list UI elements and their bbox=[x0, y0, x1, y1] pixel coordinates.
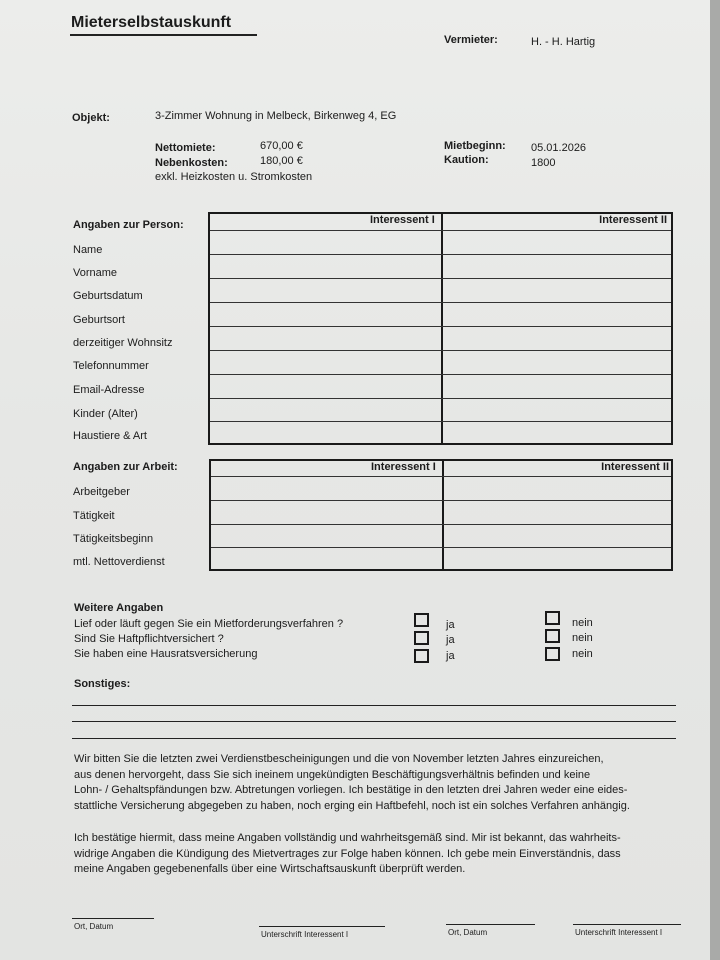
signature-line-1[interactable] bbox=[259, 926, 385, 927]
person-row-label: Kinder (Alter) bbox=[73, 408, 138, 420]
work-row-label: mtl. Nettoverdienst bbox=[73, 556, 165, 568]
no-label: nein bbox=[572, 648, 593, 660]
work-table-line bbox=[211, 476, 671, 477]
person-table-line bbox=[210, 421, 671, 422]
q2-yes-checkbox[interactable] bbox=[414, 631, 429, 645]
paragraph-line: widrige Angaben die Kündigung des Mietvertrages zur Folge haben können. Ich gebe mein Einverständnis, dass bbox=[74, 847, 621, 860]
paragraph-line: Lohn- / Gehaltspfändungen bzw. Abtretungen vorliegen. Ich bestätige in den letzten drei Jahren weder eine eides- bbox=[74, 784, 628, 796]
paragraph-line: aus denen hervorgeht, dass Sie sich ineinem ungekündigten Beschäftigungsverhältnis befinden und keine bbox=[74, 768, 591, 781]
lease-start-value: 05.01.2026 bbox=[531, 142, 587, 154]
person-row-label: Vorname bbox=[73, 267, 118, 279]
work-row-label: Tätigkeit bbox=[73, 510, 115, 522]
place-date-label-2: Ort, Datum bbox=[448, 928, 488, 937]
person-table-line bbox=[210, 278, 671, 279]
extra-costs-label: Nebenkosten: bbox=[155, 157, 228, 169]
person-column-divider bbox=[441, 214, 443, 443]
person-table-line bbox=[210, 350, 671, 351]
work-table bbox=[209, 459, 673, 571]
confirmation-paragraph bbox=[74, 831, 684, 878]
misc-writing-line[interactable] bbox=[72, 705, 676, 706]
person-col2-header: Interessent II bbox=[599, 214, 667, 226]
extra-costs-value: 180,00 € bbox=[260, 155, 303, 167]
no-label: nein bbox=[572, 617, 593, 629]
net-rent-value: 670,00 € bbox=[260, 140, 303, 152]
misc-writing-line[interactable] bbox=[72, 738, 676, 739]
person-row-label: Name bbox=[73, 244, 103, 256]
title-underline bbox=[70, 34, 257, 36]
person-col1-header: Interessent I bbox=[370, 214, 435, 226]
object-value: 3-Zimmer Wohnung in Melbeck, Birkenweg 4, EG bbox=[155, 110, 397, 122]
yes-label: ja bbox=[446, 650, 455, 662]
income-proof-paragraph bbox=[74, 752, 684, 814]
person-row-label: Telefonnummer bbox=[73, 360, 149, 372]
person-row-label: Haustiere & Art bbox=[73, 430, 147, 442]
net-rent-label: Nettomiete: bbox=[155, 142, 216, 154]
misc-label: Sonstiges: bbox=[74, 678, 131, 690]
landlord-name: H. - H. Hartig bbox=[531, 36, 596, 48]
deposit-label: Kaution: bbox=[444, 154, 489, 166]
person-row-label: derzeitiger Wohnsitz bbox=[73, 337, 173, 349]
work-col1-header: Interessent I bbox=[371, 461, 436, 473]
person-section-label: Angaben zur Person: bbox=[73, 219, 184, 231]
yes-label: ja bbox=[446, 634, 455, 646]
work-row-label: Tätigkeitsbeginn bbox=[73, 533, 154, 545]
person-table-line bbox=[210, 398, 671, 399]
person-table-line bbox=[210, 230, 671, 231]
signature-line-2[interactable] bbox=[573, 924, 681, 925]
yes-label: ja bbox=[446, 619, 455, 631]
question-text: Sind Sie Haftpflichtversichert ? bbox=[74, 633, 224, 645]
form-title: Mieterselbstauskunft bbox=[71, 14, 232, 31]
work-section-label: Angaben zur Arbeit: bbox=[73, 461, 178, 473]
paragraph-line: Wir bitten Sie die letzten zwei Verdienstbescheinigungen und die von November letzten Jahres einzureichen, bbox=[74, 753, 604, 765]
paragraph-line: Ich bestätige hiermit, dass meine Angaben vollständig und wahrheitsgemäß sind. Mir ist bekannt, das wahrheits- bbox=[74, 832, 621, 844]
further-section-label: Weitere Angaben bbox=[74, 602, 164, 614]
person-table bbox=[208, 212, 673, 445]
object-label: Objekt: bbox=[72, 112, 110, 124]
q3-yes-checkbox[interactable] bbox=[414, 649, 429, 663]
person-table-line bbox=[210, 326, 671, 327]
person-row-label: Email-Adresse bbox=[73, 384, 145, 396]
q1-yes-checkbox[interactable] bbox=[414, 613, 429, 627]
work-column-divider bbox=[442, 461, 444, 569]
question-text: Sie haben eine Hausratsversicherung bbox=[74, 648, 258, 660]
work-col2-header: Interessent II bbox=[601, 461, 669, 473]
person-row-label: Geburtsdatum bbox=[73, 290, 143, 302]
question-text: Lief oder läuft gegen Sie ein Mietforderungsverfahren ? bbox=[74, 618, 344, 630]
work-table-line bbox=[211, 547, 671, 548]
paragraph-line: meine Angaben gegebenenfalls über eine Wirtschaftsauskunft überprüft werden. bbox=[74, 863, 466, 875]
paragraph-line: stattliche Versicherung abgegeben zu haben, noch erging ein Haftbefehl, noch ist ein solches Verfahren anhängig. bbox=[74, 799, 630, 812]
costs-note: exkl. Heizkosten u. Stromkosten bbox=[155, 171, 313, 183]
misc-writing-line[interactable] bbox=[72, 721, 676, 722]
deposit-value: 1800 bbox=[531, 157, 556, 169]
person-row-label: Geburtsort bbox=[73, 314, 125, 326]
landlord-label: Vermieter: bbox=[444, 34, 498, 46]
q1-no-checkbox[interactable] bbox=[545, 611, 560, 625]
person-table-line bbox=[210, 254, 671, 255]
signature-label-2: Unterschrift Interessent I bbox=[575, 928, 663, 937]
lease-start-label: Mietbeginn: bbox=[444, 140, 506, 152]
signature-label-1: Unterschrift Interessent I bbox=[261, 930, 349, 939]
q3-no-checkbox[interactable] bbox=[545, 647, 560, 661]
place-date-line-1[interactable] bbox=[72, 918, 154, 919]
place-date-label-1: Ort, Datum bbox=[74, 922, 114, 931]
work-row-label: Arbeitgeber bbox=[73, 486, 130, 498]
place-date-line-2[interactable] bbox=[446, 924, 535, 925]
q2-no-checkbox[interactable] bbox=[545, 629, 560, 643]
person-table-line bbox=[210, 302, 671, 303]
person-table-line bbox=[210, 374, 671, 375]
work-table-line bbox=[211, 500, 671, 501]
work-table-line bbox=[211, 524, 671, 525]
no-label: nein bbox=[572, 632, 593, 644]
